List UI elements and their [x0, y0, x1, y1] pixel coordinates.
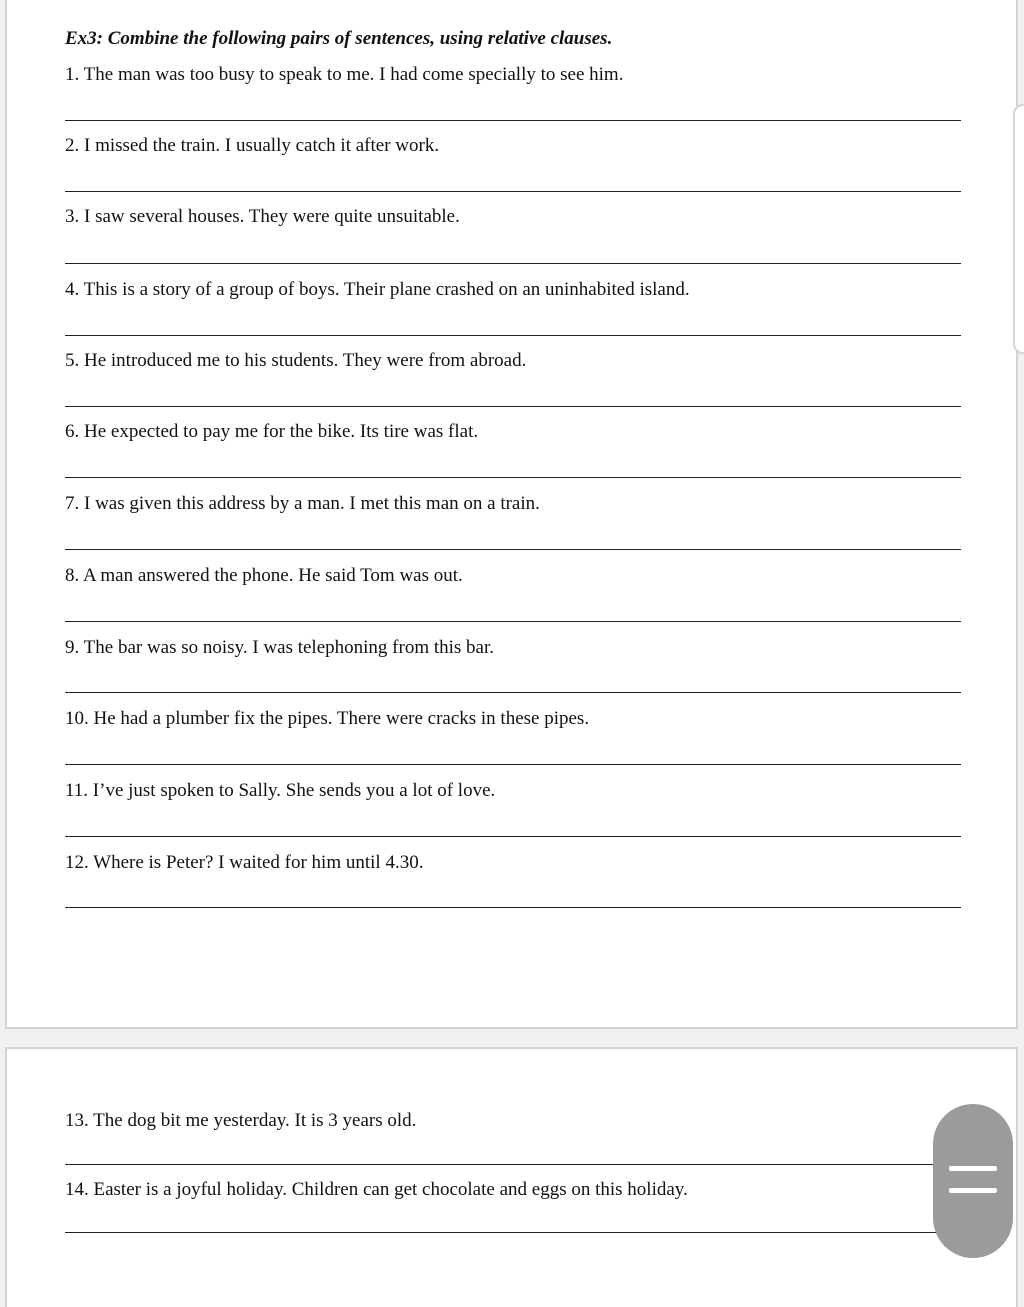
exercise-title: Ex3: Combine the following pairs of sentences, using relative clauses.	[65, 28, 613, 49]
exercise-item-12: 12. Where is Peter? I waited for him until 4.30.	[65, 852, 424, 873]
exercise-item-2: 2. I missed the train. I usually catch it after work.	[65, 135, 440, 156]
answer-line-6	[65, 477, 961, 478]
exercise-item-10: 10. He had a plumber fix the pipes. There were cracks in these pipes.	[65, 708, 590, 729]
page-edge-tab	[1013, 104, 1024, 354]
answer-line-3	[65, 263, 961, 264]
exercise-item-1: 1. The man was too busy to speak to me. I had come specially to see him.	[65, 64, 624, 85]
answer-line-4	[65, 335, 961, 336]
grip-line-top	[949, 1166, 997, 1171]
exercise-item-9: 9. The bar was so noisy. I was telephoning from this bar.	[65, 637, 495, 658]
exercise-item-5: 5. He introduced me to his students. They were from abroad.	[65, 350, 527, 371]
answer-line-2	[65, 191, 961, 192]
exercise-item-14: 14. Easter is a joyful holiday. Children can get chocolate and eggs on this holiday.	[65, 1179, 688, 1200]
document-page-1	[5, 0, 1018, 1029]
answer-line-10	[65, 764, 961, 765]
exercise-item-11: 11. I’ve just spoken to Sally. She sends you a lot of love.	[65, 780, 496, 801]
exercise-item-13: 13. The dog bit me yesterday. It is 3 years old.	[65, 1110, 417, 1131]
answer-line-9	[65, 692, 961, 693]
exercise-item-4: 4. This is a story of a group of boys. Their plane crashed on an uninhabited island.	[65, 279, 690, 300]
answer-line-5	[65, 406, 961, 407]
answer-line-12	[65, 907, 961, 908]
answer-line-13	[65, 1164, 961, 1165]
exercise-item-7: 7. I was given this address by a man. I met this man on a train.	[65, 493, 540, 514]
grip-line-bottom	[949, 1188, 997, 1193]
exercise-item-3: 3. I saw several houses. They were quite unsuitable.	[65, 206, 460, 227]
answer-line-14	[65, 1232, 961, 1233]
answer-line-11	[65, 836, 961, 837]
answer-line-1	[65, 120, 961, 121]
exercise-item-6: 6. He expected to pay me for the bike. Its tire was flat.	[65, 421, 479, 442]
answer-line-7	[65, 549, 961, 550]
answer-line-8	[65, 621, 961, 622]
document-page-2	[5, 1047, 1018, 1307]
scroll-handle[interactable]	[933, 1104, 1013, 1258]
exercise-item-8: 8. A man answered the phone. He said Tom was out.	[65, 565, 463, 586]
